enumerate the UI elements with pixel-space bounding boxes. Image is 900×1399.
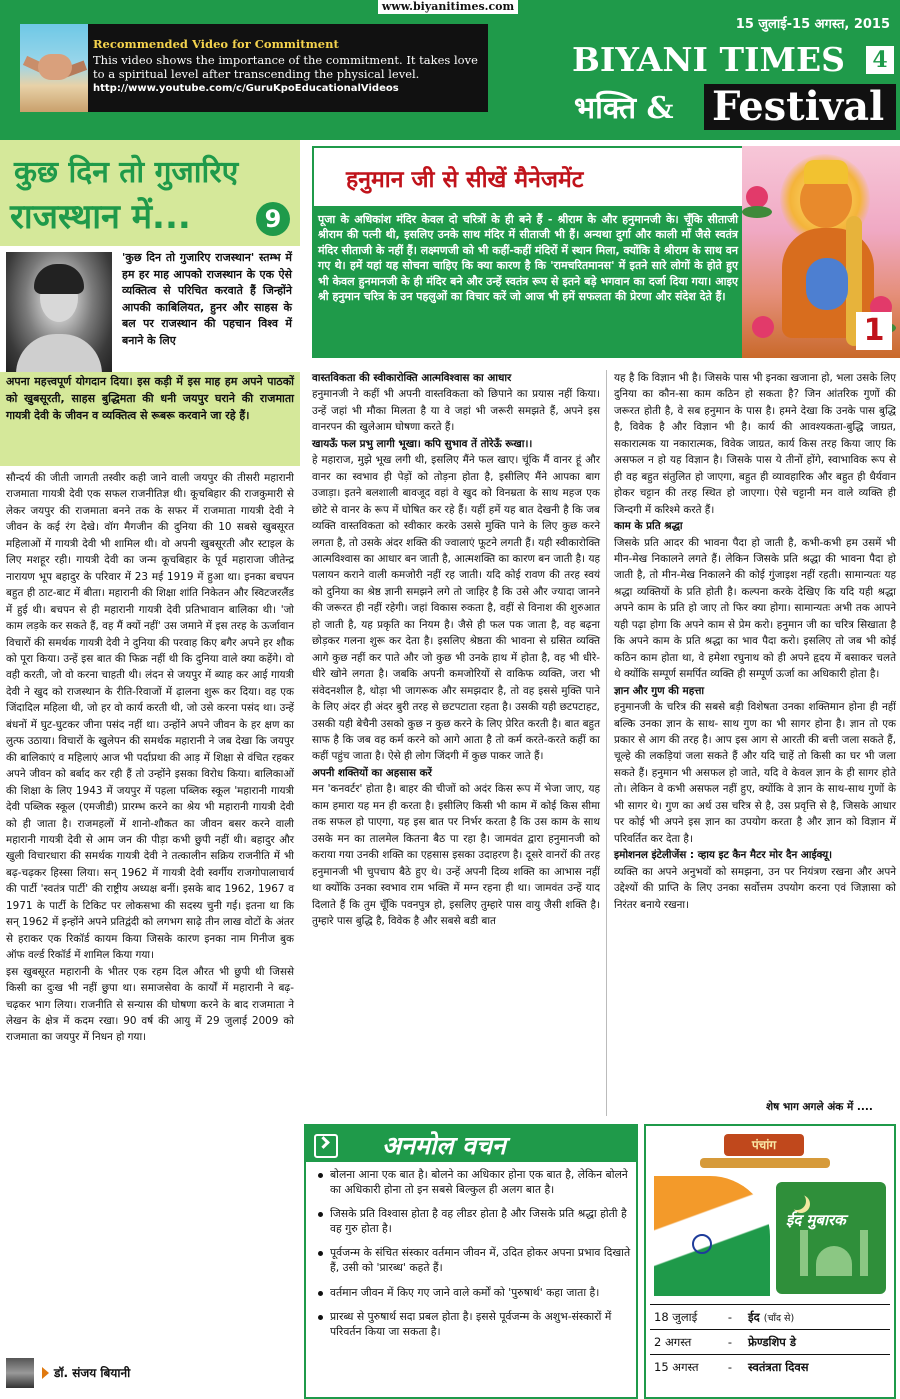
column-paragraph: हनुमानजी के चरित्र की सबसे बड़ी विशेषता उनका शक्तिमान होना ही नहीं बल्कि उनका ज्ञान के साथ- साथ गुण का भी सागर होना है। ज्ञान तो एक प्रकार से आग की तरह है। आप इस आग से आरती की बत्ती जला सकते हैं, चूल्हे की लकड़ियां जला सकते हैं और यदि चाहें तो किसी का घर भी जला सकते हैं। हनुमान भी असफल हो जाते, यदि वे केवल ज्ञान के ही सागर होते तो। लेकिन वे कभी असफल नहीं हुए, क्योंकि वे ज्ञान के साथ-साथ गुणों के भी सागर थे। गुण का अर्थ उस चरित्र से है, उस प्रवृत्ति से है, जिसके आधार पर कोई भी अपने इस ज्ञान का उपयोग करता है और ज्ञान को विज्ञान में परिवर्तित कर देता है। <box>614 701 896 845</box>
ashoka-chakra-icon <box>692 1234 712 1254</box>
festival-name: फ्रेण्डशिप डे <box>744 1330 890 1355</box>
crescent-moon-icon <box>788 1192 806 1210</box>
festival-table <box>650 1304 890 1379</box>
festival-name: ईद (चाँद से) <box>744 1305 890 1330</box>
subheading: खायऊँ फल प्रभु लागी भूखा। कपि सुभाव तें तोरेऊँ रूखा।। <box>312 437 533 450</box>
hanuman-column-1 <box>312 370 600 929</box>
subheading: ज्ञान और गुण की महत्ता <box>614 684 705 697</box>
panchang-title: पंचांग <box>724 1134 804 1156</box>
series-number-badge: 9 <box>256 202 290 236</box>
anmol-vachan-header <box>306 1126 636 1162</box>
panchang-ribbon <box>700 1158 830 1168</box>
quotes-list <box>310 1168 632 1349</box>
column-paragraph: हे महाराज, मुझे भूख लगी थी, इसलिए मैंने फल खाए। चूंकि मैं वानर हूं और वानर का स्वभाव ही पेड़ों को तोड़ना होता है, इसीलिए मैंने आपका बाग उजाड़ा। इतने बलशाली बावजूद वहां वे खुद को विनम्रता के साथ महज एक छोटे से वानर के रूप में घोषित कर रहे हैं। यहीं हमें यह बात देखनी है कि जब व्यक्ति वास्तविकता को स्वीकार करके उससे मुक्ति पाने के लिए कुछ करने लगता है, तो उसके अंदर शक्ति की ज्वालाएं फूटने लगती हैं। यही स्वीकारोक्ति आत्मविश्वास का आधार बन जाती है, आत्मशक्ति का कारण बन जाती है। यह पलायन कराने वाली कमजोरी नहीं रह जाती। यदि कोई रावण की तरह स्वयं को दुनिया का श्रेष्ठ ज्ञानी समझने लगे तो जाहिर है कि उसे और ज्यादा जानने की जरूरत ही नहीं रहेगी। जहां विकास रुकता है, वहीं से विनाश की शुरुआत हो जाती है, यह प्रकृति का नियम है। जैसे ही फल पक जाता है, वह बढ़ना छोड़कर गलना शुरू कर देता है। इसलिए श्रेष्ठता की भावना से ग्रसित व्यक्ति आगे कुछ नहीं कर पाते और जो कुछ भी उनके हाथ में होता है, वह भी धीरे-धीरे खोने लगता है। जबकि अपनी कमजोरियों से वाकिफ व्यक्ति, जरा भी संवेदनशील है, थोड़ा भी जागरूक और समझदार है, तो वह इससे मुक्ति पाने के लिए अंदर ही अंदर बुरी तरह से छटपटाता रहता है। उसकी यही छटपटाहट, उसकी यही बेचैनी उसको कुछ न कुछ करने के लिए प्रेरित करती है। बात बहुत साफ है कि जब वह कर्म करने को आगे आता है तो कर्म करते-करते कहीं का कहीं पहुंच जाता है। ऐसे ही लोग जिंदगी में कुछ पाकर जाते हैं। <box>312 454 600 763</box>
rajasthan-title-line2: राजस्थान में... <box>10 197 191 237</box>
separator: - <box>716 1330 744 1355</box>
video-description: This video shows the importance of the commitment. It takes love to a spiritual level after transcending the physical level. <box>93 53 478 81</box>
festival-name: स्वतंत्रता दिवस <box>744 1355 890 1380</box>
festival-date: 2 अगस्त <box>650 1330 716 1355</box>
quote-item: बोलना आना एक बात है। बोलने का अधिकार होना एक बात है, लेकिन बोलने का अधिकारी होना तो इन सबसे बिल्कुल ही अलग बात है। <box>310 1168 632 1197</box>
table-row <box>650 1330 890 1355</box>
subheading: अपनी शक्तियों का अहसास करें <box>312 766 432 779</box>
column-paragraph: यह है कि विज्ञान भी है। जिसके पास भी इनका खजाना हो, भला उसके लिए दुनिया का कौन-सा काम कठिन हो सकता है? जिन आंतरिक गुणों की जरूरत होती है, वे सब हनुमान के पास है। हमने देखा कि उनके पास बुद्धि है, विवेक है और विज्ञान भी है। कार्य की आवश्यकता-बुद्धि जाग्रत, सकारात्मक या नकारात्मक, विवेक जाग्रत, कार्य किस तरह किया जाए कि असफल न हो यह विज्ञान है। जिसके पास ये तीनों होंगे, स्वाभाविक रूप से ही वह बहुत संतुलित हो जाएगा, बहुत ही व्यावहारिक और बहुत ही धैर्यवान होकर चट्टान की तरह स्थित हो जाएगा। ऐसे चट्टानी मन वाले व्यक्ति ही जिन्दगी में करिश्मे करते हैं। <box>614 372 896 516</box>
hanuman-article-title: हनुमान जी से सीखें मैनेजमेंट <box>346 167 584 193</box>
subheading: इमोशनल इंटेलीजेंस : व्हाय इट कैन मैटर मोर दैन आईक्यू। <box>614 849 833 862</box>
rajasthan-intro-continued: अपना महत्त्वपूर्ण योगदान दिया। इस कड़ी में इस माह हम अपने पाठकों को खुबसूरती, साहस बुद्धिमता की धनी जयपुर घराने की राजमाता गायत्री देवी के जीवन व व्यक्तित्व से रूबरू करवाने जा रहे हैं। <box>6 375 294 422</box>
rajasthan-body <box>6 470 294 1046</box>
video-title: Recommended Video for Commitment <box>93 37 339 51</box>
subheading: वास्तविकता की स्वीकारोक्ति आत्मविश्वास का आधार <box>312 372 512 384</box>
page-number: 4 <box>866 46 894 74</box>
continued-note: शेष भाग अगले अंक में .... <box>766 1101 873 1113</box>
page-header <box>0 0 900 140</box>
table-row <box>650 1305 890 1330</box>
section-festival-label: Festival <box>704 84 896 130</box>
column-paragraph: हनुमानजी ने कहीं भी अपनी वास्तविकता को छिपाने का प्रयास नहीं किया। उन्हें जहां भी मौका मिलता है या वे जहां भी जरूरी समझते हैं, अपने इस वानरपन की खुलेआम घोषणा करते हैं। <box>312 388 600 434</box>
festival-date: 15 अगस्त <box>650 1355 716 1380</box>
separator: - <box>716 1355 744 1380</box>
video-thumbnail[interactable] <box>20 24 88 112</box>
subheading: काम के प्रति श्रद्धा <box>614 520 683 533</box>
tricolor-art <box>654 1176 770 1296</box>
rajasthan-article <box>0 140 300 1399</box>
part-number-badge: 1 <box>856 312 892 350</box>
author-avatar <box>6 1358 34 1388</box>
video-link[interactable]: http://www.youtube.com/c/GuruKpoEducationalVideos <box>93 83 399 94</box>
column-divider <box>606 370 607 1116</box>
arrow-icon <box>42 1367 49 1379</box>
mosque-icon <box>816 1246 852 1276</box>
rajasthan-intro: 'कुछ दिन तो गुजारिए राजस्थान' स्तम्भ में हम हर माह आपको राजस्थान के एक ऐसे व्यक्तित्व से परिचित करवाते हैं जिन्होंने आपकी काबिलियत, हुनर और साहस के बल पर राजस्थान की पहचान विश्व में बनाने के लिए <box>122 251 292 347</box>
site-url[interactable]: www.biyanitimes.com <box>378 0 518 14</box>
author-name: डॉ. संजय बियानी <box>54 1366 131 1380</box>
masthead: BIYANI TIMES <box>572 40 845 79</box>
recommended-video-box[interactable] <box>20 24 488 112</box>
gayatri-devi-photo <box>6 252 112 376</box>
quote-item: प्रारब्ध से पुरुषार्थ सदा प्रबल होता है। इससे पूर्वजन्म के अशुभ-संस्कारों में परिवर्तन किया जा सकता है। <box>310 1310 632 1339</box>
festival-date: 18 जुलाई <box>650 1305 716 1330</box>
quote-item: वर्तमान जीवन में किए गए जाने वाले कर्मों को 'पुरुषार्थ' कहा जाता है। <box>310 1286 632 1301</box>
issue-date: 15 जुलाई-15 अगस्त, 2015 <box>735 17 890 32</box>
anmol-vachan-title: अनमोल वचन <box>382 1131 506 1160</box>
body-paragraph: सौन्दर्य की जीती जागती तस्वीर कही जाने वाली जयपुर की तीसरी महारानी राजमाता गायत्री देवी एक सफल राजनीतिज्ञ थी। कूचबिहार की राजकुमारी से लेकर जयपुर की राजमाता बनने तक के सफर में राजमाता गायत्री देवी ने जीवन के कई रंग देखे। वॉग मैगजीन की दुनिया की 10 सबसे खुबसूरत महिलाओं में गायत्री देवी भी शामिल थी। वो अपनी खुबसूरती और स्टाइल के लिए मशहूर रही। गायत्री देवी का जन्म कूचबिहार के पूर्व महाराजा जीतेन्द्र नारायण भूप बहादुर के परिवार में 23 मई 1919 में हुआ था। इनका बचपन बहुत ही ठाट-बाट में बीता। महारानी की शिक्षा शांति निकेतन और स्विटजरलैंड में हुई थी। बचपन से ही महारानी गायत्री देवी प्रतिभावान बालिका थी। 'जो काम लड़के कर सकते हैं, वह मैं क्यों नहीं' उस जमाने में इस तरह के ऊर्जावान विचारों की समर्थक गायत्री देवी ने दुनिया की परवाह किए बगैर अपने हर शौक को पूरा किया। उन्हें इस बात की फिक्र नहीं थी कि दुनिया वाले क्या कहेंगे। वो वही करती, जो वो करना चाहती थी। लंदन से जयपुर में ब्याह कर आई गायत्री देवी ने खुद को राजस्थान के रीति-रिवाजों में ढ़ालना शुरू कर दिया। वह एक जिंदादिल महिला थी, जो हर वो कार्य करती थी, जो उसे करना पसंद था। उन्हें बंधनों में घुट-घुटकर जीना पसंद नहीं था। उन्होंने अपने जीवन के हर क्षण का लुत्फ उठाया। विचारों के खुलेपन की समर्थक महारानी ने जब देखा कि जयपुर की बालिकाएं व महिलाएं आज भी पर्दाप्रथा की आड़ में शिक्षा से वंचित रहकर अपने जीवन को बर्बाद कर रही हैं तो उन्होंने इसका विरोध किया। बालिकाओं की शिक्षा के लिए 1943 में जयपुर में पहला पब्लिक स्कूल 'महारानी गायत्री देवी पब्लिक स्कूल (एमजीडी) प्रारम्भ करने का श्रेय भी महारानी गायत्री देवी को ही जाता है। राजमहलों में शानो-शौकत का जीवन बसर करने वाली महारानी गायत्री देवी से आम जन की पीड़ा कभी छुपी नहीं थी। बहादुर और खुली विचारधारा की समर्थक गायत्री देवी ने तत्कालीन सक्रिय राजनीति में भी बढ़-चढ़कर हिस्सा लिया। सन् 1962 में गायत्री देवी स्वर्गीय राजगोपालाचार्य की पार्टी 'स्वतंत्र पार्टी' की राष्ट्रीय अध्यक्ष बनीं। इसके बाद 1962, 1967 व 1971 के पार्टी के टिकिट पर लोकसभा की सदस्य चुनी गई। इतना था कि सन् 1962 में इन्होंने अपने प्रतिद्वंदी को लगभग साढ़े तीन लाख वोटों के अंतर से हराकर एक रिकॉर्ड कायम किया जिसके कारण इनका नाम गिनीज बुक ऑफ वर्ल्ड रिकॉर्ड में शामिल किया गया। <box>6 472 294 962</box>
quote-item: जिसके प्रति विश्वास होता है वह लीडर होता है और जिसके प्रति श्रद्धा होती है वह गुरु होता है। <box>310 1207 632 1236</box>
rajasthan-article-header <box>0 140 300 246</box>
hanuman-intro: पूजा के अधिकांश मंदिर केवल दो चरित्रों के ही बने हैं - श्रीराम के और हनुमानजी के। चूँकि सीताजी श्रीराम की पत्नी थी, इसलिए उनके साथ मंदिर में सीताजी भी हैं। अन्यथा दुर्गा और काली माँ जैसे स्वतंत्र मंदिर सीताजी के नहीं हैं। लक्ष्मणजी को भी कहीं-कहीं मंदिरों में स्थान मिला, क्योंकि वे श्रीराम के साथ वन गए थे। हमें यहां यह सोचना चाहिए कि क्या कारण है कि 'रामचरितमानस' में इतने सारे लोगों के होते हुए भी केवल हुनमानजी के ही मंदिर बने और उन्हें स्वतंत्र रूप से इतने बड़े भगवान का दर्जा दिया गया। आइए श्री हनुमान चरित्र के उन पहलुओं का विचार करें जो आज भी हमें सफलता की प्रेरणा और संदेश देते हैं। <box>318 213 738 304</box>
hanuman-column-2 <box>614 370 896 913</box>
holding-hands-icon <box>38 54 72 80</box>
author-byline <box>6 1358 294 1388</box>
ram-figure <box>806 258 848 310</box>
video-text <box>93 37 483 94</box>
table-row <box>650 1355 890 1380</box>
separator: - <box>716 1305 744 1330</box>
column-paragraph: मन 'कनवर्टर' होता है। बाहर की चीजों को अदंर किस रूप में भेजा जाए, यह काम हमारा यह मन ही करता है। इसीलिए किसी भी काम में कोई किस सीमा तक सफल हो पाएगा, यह इस बात पर निर्भर करता है कि उस काम के साथ उसके मन का तालमेल कितना बैठ पा रहा है। जामवंत द्वारा हनुमानजी को कराया गया उनकी शक्ति का एहसास इसका उदाहरण है। दूसरे वानरों की तरह हनुमानजी भी चुपचाप बैठे हुए थे। उन्हें अपनी दिव्य शक्ति का आभास नहीं था क्योंकि उनका स्वभाव राम भक्ति में मग्न रहना ही था। जामवंत उन्हें याद दिलाते हैं कि तुम चूँकि पवनपुत्र हो, इसलिए तुम्हारे पास वायु जैसी शक्ति है। तुम्हारे पास बुद्धि है, विवेक है और सबसे बडी बात <box>312 783 600 927</box>
eid-art <box>776 1182 886 1294</box>
eid-mubarak-text: ईद मुबारक <box>786 1211 846 1229</box>
column-paragraph: जिसके प्रति आदर की भावना पैदा हो जाती है, कभी-कभी हम उसमें भी मीन-मेख निकालने लगते हैं। लेकिन जिसके प्रति श्रद्धा की भावना पैदा हो जाती है, तो मीन-मेख निकालने की कोई गुंजाइश नहीं रहती। सामान्यतः यह श्रद्धा व्यक्तियों के प्रति होती है। कल्पना करके देखिए कि यदि यही श्रद्धा अपने काम के प्रति हो जाए तो फिर क्या होगा। सामान्यतः अभी तक आपने यही पढ़ा होगा कि अपने काम से प्रेम करो। हनुमान जी का चरित्र सिखाता है कि अपने काम के प्रति श्रद्धा का भाव पैदा करो। इसलिए तो जब भी कोई कठिन काम होता था, वे हमेशा रघुनाथ को ही अपने हृदय में बसाकर चलते थे क्योंकि सम्पूर्ण समर्पित व्यक्ति ही सम्पूर्ण ऊर्जा का अधिकारी होता है। <box>614 536 896 681</box>
quote-item: पूर्वजन्म के संचित संस्कार वर्तमान जीवन में, उदित होकर अपना प्रभाव दिखाते हैं, उसी को 'प्रारब्ध' कहते हैं। <box>310 1246 632 1275</box>
body-paragraph: इस खुबसूरत महारानी के भीतर एक रहम दिल औरत भी छुपी थी जिससे किसी का दुःख भी नहीं छुपा था। समाजसेवा के कार्यों में महारानी ने बढ़-चढ़कर भाग लिया। राजनीति से सन्यास की घोषणा करने के बाद राजमाता ने लेखन के क्षेत्र में कदम रखा। 90 वर्ष की आयु में 29 जुलाई 2009 को राजमाता का जयपुर में निधन हो गया। <box>6 965 294 1044</box>
rajasthan-title-line1: कुछ दिन तो गुजारिए <box>14 155 239 190</box>
column-paragraph: व्यक्ति का अपने अनुभवों को समझना, उन पर नियंत्रण रखना और अपने उद्देश्यों की प्राप्ति के लिए उनका सर्वोत्तम उपयोग करना एवं जिज्ञासा को निरंतर बनाये रखना। <box>614 865 896 911</box>
section-label: भक्ति & <box>574 91 674 126</box>
